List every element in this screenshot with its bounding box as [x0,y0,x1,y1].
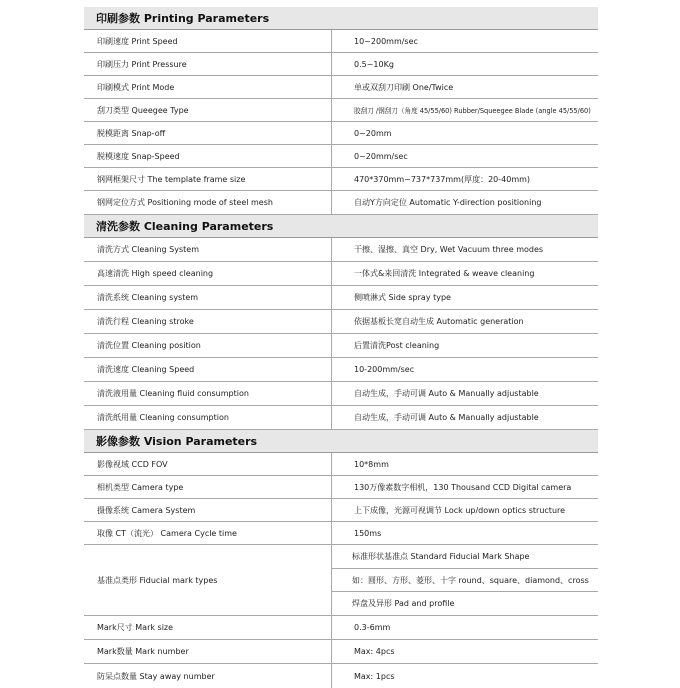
row-label: 高速清洗 High speed cleaning [84,262,332,285]
table-row [84,522,598,545]
table-row [84,476,598,499]
row-label: 清洗系统 Cleaning system [84,286,332,309]
table-row [84,286,598,310]
row-value: 标准形状基准点 Standard Fiducial Mark Shape [352,552,530,561]
row-value: Max: 1pcs [354,671,395,681]
table-row [84,499,598,522]
row-value: 自动Y方向定位 Automatic Y-direction positioning [354,198,542,207]
row-label: 清洗速度 Cleaning Speed [84,358,332,381]
row-value: 0~20mm/sec [354,151,408,161]
row-label: 清洗行程 Cleaning stroke [84,310,332,333]
row-value: 10~200mm/sec [354,36,418,46]
row-label: 取像 CT（流光） Camera Cycle time [84,522,332,544]
table-row [84,191,598,215]
row-label: 影像视域 CCD FOV [84,453,332,475]
row-value: 470*370mm~737*737mm(厚度：20-40mm) [354,174,531,184]
row-value: 侧喷淋式 Side spray type [354,293,451,302]
row-label: 印刷压力 Print Pressure [84,53,332,75]
row-value: 焊盘及异形 Pad and profile [332,591,598,614]
row-label: 清洗方式 Cleaning System [84,238,332,261]
row-label: 脱模速度 Snap-Speed [84,145,332,167]
table-row [84,238,598,262]
row-value: 0.5~10Kg [354,59,394,69]
row-value: 一体式&来回清洗 Integrated & weave cleaning [354,269,535,278]
row-label: 清洗位置 Cleaning position [84,334,332,357]
row-label: 脱模距离 Snap-off [84,122,332,144]
row-label: 清洗液用量 Cleaning fluid consumption [84,382,332,405]
table-row [84,616,598,640]
row-value: 依据基板长宽自动生成 Automatic generation [354,317,524,326]
section-header-vision: 影像参数 Vision Parameters [84,430,598,453]
row-label: 基准点类形 Fiducial mark types [84,545,332,615]
row-label: 印刷模式 Print Mode [84,76,332,98]
table-row [84,406,598,430]
row-value: 0~20mm [354,128,392,138]
table-row [84,76,598,99]
row-label: 刮刀类型 Queegee Type [84,99,332,121]
table-row [84,358,598,382]
row-label: 钢网框架尺寸 The template frame size [84,168,332,190]
table-row [84,310,598,334]
row-value: 150ms [354,528,382,538]
table-row [84,262,598,286]
row-value: 干擦、湿擦、真空 Dry, Wet Vacuum three modes [354,245,544,254]
table-row [84,334,598,358]
table-row [84,99,598,122]
section-header-printing: 印刷参数 Printing Parameters [84,7,598,30]
row-value: 如：圆形、方形、菱形、十字 round、square、diamond、cross [332,568,598,591]
row-value: 0.3-6mm [354,623,391,632]
table-row [84,545,598,616]
parameter-sheet [84,7,598,688]
row-value: 10-200mm/sec [354,365,415,374]
row-label: 相机类型 Camera type [84,476,332,498]
row-label: 钢网定位方式 Positioning mode of steel mesh [84,191,332,214]
table-row [84,664,598,688]
row-value: Max: 4pcs [354,647,395,656]
row-label: Mark尺寸 Mark size [84,616,332,639]
table-row [84,53,598,76]
row-label: 印刷速度 Print Speed [84,30,332,52]
row-value: 自动生成，手动可调 Auto & Manually adjustable [354,389,539,398]
row-label: Mark数量 Mark number [84,640,332,663]
table-row [84,145,598,168]
row-label: 清洗纸用量 Cleaning consumption [84,406,332,429]
row-value: 130万像素数字相机，130 Thousand CCD Digital camera [354,482,572,492]
row-label: 防呆点数量 Stay away number [84,664,332,688]
row-value: 单或双刮刀印刷 One/Twice [354,82,454,92]
row-value: 胶刮刀 /钢刮刀（角度 45/55/60) Rubber/Squeegee Blade (angle 45/55/60) [354,107,591,115]
table-row [84,382,598,406]
row-value: 10*8mm [354,459,389,469]
table-row [84,30,598,53]
row-value: 后置清洗Post cleaning [354,341,440,350]
table-row [84,122,598,145]
table-row [84,453,598,476]
row-value: 自动生成，手动可调 Auto & Manually adjustable [354,413,539,422]
table-row [84,168,598,191]
table-row [84,640,598,664]
section-header-cleaning: 清洗参数 Cleaning Parameters [84,215,598,238]
row-value-group [332,545,598,615]
row-label: 摄像系统 Camera System [84,499,332,521]
row-value: 上下成像，光源可视调节 Lock up/down optics structure [354,505,566,515]
